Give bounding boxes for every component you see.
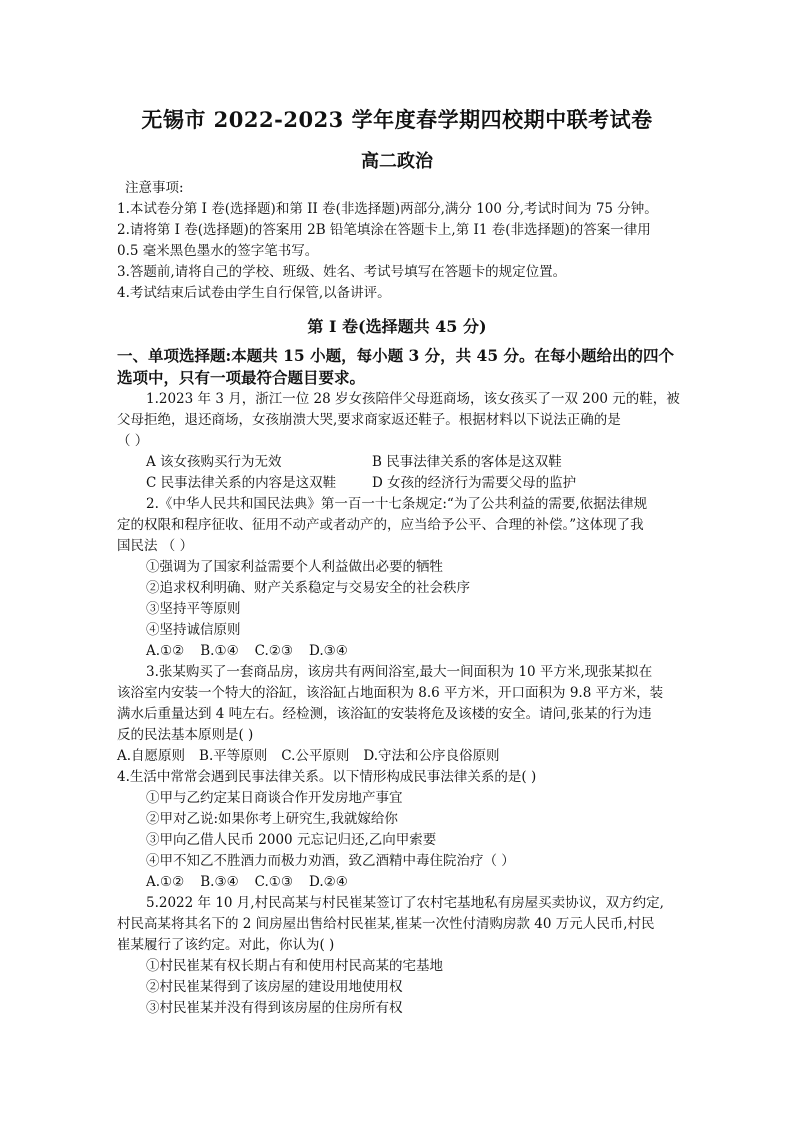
option-c: C 民事法律关系的内容是这双鞋 xyxy=(146,475,337,491)
statement-item: ③甲向乙借人民币 2000 元忘记归还,乙向甲索要 xyxy=(146,832,437,848)
notice-item: 3.答题前,请将自己的学校、班级、姓名、考试号填写在答题卡的规定位置。 xyxy=(117,264,567,280)
question-text: 父母拒绝，退还商场，女孩崩溃大哭,要求商家返还鞋子。根据材料以下说法正确的是 xyxy=(117,412,621,428)
choice-row xyxy=(117,746,692,767)
statement-item: ④甲不知乙不胜酒力而极力劝酒，致乙酒精中毒住院治疗（ ） xyxy=(146,853,515,869)
statement-item: ③村民崔某并没有得到该房屋的住房所有权 xyxy=(146,1000,403,1016)
question-text: 崔某履行了该约定。对此，你认为( ) xyxy=(117,937,335,953)
choice-d: D.守法和公序良俗原则 xyxy=(363,748,500,764)
choice-b: B.③④ xyxy=(200,874,239,890)
question-3 xyxy=(117,662,692,767)
question-text: 定的权限和程序征收、征用不动产或者动产的，应当给予公平、合理的补偿。”这体现了我 xyxy=(117,517,644,533)
section-heading-line2: 选项中，只有一项最符合题目要求。 xyxy=(117,368,366,387)
notice-heading: 注意事项: xyxy=(125,180,184,196)
notice-item: 1.本试卷分第 I 卷(选择题)和第 II 卷(非选择题)两部分,满分 100 分,考试时间为 75 分钟。 xyxy=(117,201,658,217)
notice-item: 2.请将第 I 卷(选择题)的答案用 2B 铅笔填涂在答题卡上,第 I1 卷(非选择题)的答案一律用 xyxy=(117,222,651,238)
part1-title: 第 I 卷(选择题共 45 分) xyxy=(307,317,487,336)
statement-item: ①村民崔某有权长期占有和使用村民高某的宅基地 xyxy=(146,958,443,974)
question-2 xyxy=(117,494,692,662)
choice-a: A.自愿原则 xyxy=(117,748,186,764)
choice-d: D.②④ xyxy=(309,874,348,890)
question-1 xyxy=(117,389,692,494)
question-text: 5.2022 年 10 月,村民高某与村民崔某签订了农村宅基地私有房屋买卖协议，双方约定, xyxy=(146,895,664,911)
question-text: 满水后重量达到 4 吨左右。经检测，该浴缸的安装将危及该楼的安全。请问,张某的行为违 xyxy=(117,706,652,722)
choice-c: C.②③ xyxy=(254,643,294,659)
exam-title: 无锡市 2022-2023 学年度春学期四校期中联考试卷 xyxy=(141,107,653,132)
question-text: 3.张某购买了一套商品房，该房共有两间浴室,最大一间面积为 10 平方米,现张某拟在 xyxy=(146,664,653,680)
statement-item: ④坚持诚信原则 xyxy=(146,622,241,638)
statement-item: ②甲对乙说:如果你考上研究生,我就嫁给你 xyxy=(146,811,398,827)
option-a: A 该女孩购买行为无效 xyxy=(146,454,282,470)
choice-c: C.公平原则 xyxy=(281,748,350,764)
statement-item: ③坚持平等原则 xyxy=(146,601,241,617)
option-b: B 民事法律关系的客体是这双鞋 xyxy=(372,454,562,470)
question-text: 该浴室内安装一个特大的浴缸，该浴缸占地面积为 8.6 平方米，开口面积为 9.8 平方米，装 xyxy=(117,685,664,701)
choice-a: A.①② xyxy=(146,874,185,890)
choice-d: D.③④ xyxy=(309,643,348,659)
statement-item: ①强调为了国家利益需要个人利益做出必要的牺牲 xyxy=(146,559,443,575)
notice-item: 4.考试结束后试卷由学生自行保管,以备讲评。 xyxy=(117,285,391,301)
question-text: 4.生活中常常会遇到民事法律关系。以下情形构成民事法律关系的是( ) xyxy=(117,769,537,785)
statement-item: ②村民崔某得到了该房屋的建设用地使用权 xyxy=(146,979,403,995)
question-text: 2.《中华人民共和国民法典》第一百一十七条规定:“为了公共利益的需要,依据法律规 xyxy=(146,496,648,512)
question-text: 反的民法基本原则是( ) xyxy=(117,727,254,743)
question-text: 1.2023 年 3 月，浙江一位 28 岁女孩陪伴父母逛商场，该女孩买了一双 200 元的鞋，被 xyxy=(146,391,680,407)
section-single-choice xyxy=(117,345,692,1019)
notice-item: 0.5 毫米黑色墨水的签字笔书写。 xyxy=(117,243,319,259)
question-text: 村民高某将其名下的 2 间房屋出售给村民崔某,崔某一次性付清购房款 40 万元人民币,村民 xyxy=(117,916,655,932)
choice-row xyxy=(117,641,692,662)
section-heading-line1: 一、单项选择题:本题共 15 小题，每小题 3 分，共 45 分。在每小题给出的四个 xyxy=(117,346,675,365)
option-grid xyxy=(117,452,692,494)
notice-block xyxy=(117,178,687,304)
statement-item: ②追求权利明确、财产关系稳定与交易安全的社会秩序 xyxy=(146,580,470,596)
question-4 xyxy=(117,767,692,893)
question-5 xyxy=(117,893,692,1019)
question-text: 国民法 （ ） xyxy=(117,538,194,554)
choice-b: B.平等原则 xyxy=(199,748,268,764)
choice-a: A.①② xyxy=(146,643,185,659)
choice-b: B.①④ xyxy=(200,643,239,659)
question-text: （ ） xyxy=(117,433,149,449)
exam-subject: 高二政治 xyxy=(361,151,433,172)
statement-item: ①甲与乙约定某日商谈合作开发房地产事宜 xyxy=(146,790,403,806)
choice-row xyxy=(117,872,692,893)
option-d: D 女孩的经济行为需要父母的监护 xyxy=(372,475,577,491)
choice-c: C.①③ xyxy=(254,874,294,890)
